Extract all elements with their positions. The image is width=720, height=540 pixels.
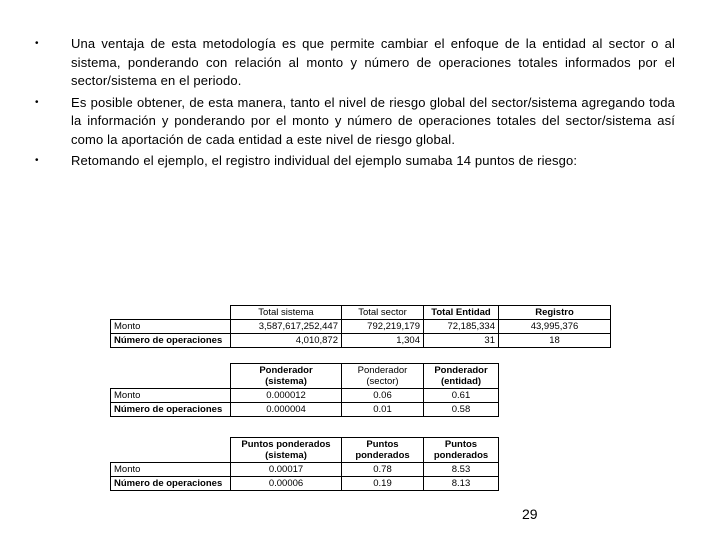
table-cell: 0.00006	[231, 477, 342, 491]
blank-cell	[111, 438, 231, 463]
header-line: (sistema)	[265, 450, 307, 461]
table-header-row	[111, 306, 611, 320]
bullet-dot: •	[35, 155, 39, 166]
bullet-text: Retomando el ejemplo, el registro individual del ejemplo sumaba 14 puntos de riesgo:	[71, 153, 578, 168]
weighted-points-table	[110, 437, 499, 491]
header-line: ponderados	[433, 450, 489, 461]
header-line: (sistema)	[265, 376, 307, 387]
header-line: Puntos	[366, 439, 399, 450]
row-label: Monto	[111, 320, 231, 334]
table-cell: 792,219,179	[342, 320, 424, 334]
header-line: (entidad)	[440, 376, 482, 387]
table-cell: 0.06	[342, 389, 424, 403]
header-line: Puntos	[444, 439, 478, 450]
bullet-list	[35, 35, 675, 171]
bullet-text: Es posible obtener, de esta manera, tanto el nivel de riesgo global del sector/sistema agregando toda la información y ponderando por el monto y número de operaciones totales del sector/sistema así como la aportación de cada entidad a este nivel de riesgo global.	[71, 94, 675, 147]
table-cell: 0.19	[342, 477, 424, 491]
table-header-cell	[342, 364, 424, 389]
table-header-cell	[231, 364, 342, 389]
table-header-cell	[424, 364, 499, 389]
table-cell: 8.13	[424, 477, 499, 491]
table-header-cell: Total sistema	[231, 306, 342, 320]
table-header-row	[111, 364, 499, 389]
table-cell: 31	[424, 334, 499, 348]
bullet-item	[35, 94, 675, 150]
table-cell: 0.58	[424, 403, 499, 417]
header-line: ponderados	[355, 450, 410, 461]
row-label: Monto	[111, 389, 231, 403]
table-row	[111, 389, 499, 403]
header-line: Ponderador	[259, 365, 313, 376]
row-label: Número de operaciones	[111, 334, 231, 348]
row-label: Monto	[111, 463, 231, 477]
table-cell: 0.000012	[231, 389, 342, 403]
table-cell: 0.000004	[231, 403, 342, 417]
header-line: (sector)	[366, 376, 399, 387]
table-cell: 3,587,617,252,447	[231, 320, 342, 334]
header-line: Puntos ponderados	[241, 439, 331, 450]
table-cell: 0.01	[342, 403, 424, 417]
row-label: Número de operaciones	[111, 403, 231, 417]
bullet-dot: •	[35, 38, 39, 49]
table-header-cell	[424, 438, 499, 463]
table-row	[111, 320, 611, 334]
table-cell: 72,185,334	[424, 320, 499, 334]
table-row	[111, 477, 499, 491]
table-header-cell: Total sector	[342, 306, 424, 320]
bullet-dot: •	[35, 96, 39, 108]
table-row	[111, 403, 499, 417]
table-cell: 18	[499, 334, 611, 348]
table-cell: 43,995,376	[499, 320, 611, 334]
table-cell: 8.53	[424, 463, 499, 477]
table-cell: 0.00017	[231, 463, 342, 477]
table-cell: 1,304	[342, 334, 424, 348]
header-line: Ponderador	[434, 365, 488, 376]
table-header-cell	[231, 438, 342, 463]
table-cell: 0.61	[424, 389, 499, 403]
row-label: Número de operaciones	[111, 477, 231, 491]
table-header-cell: Registro	[499, 306, 611, 320]
table-header-row	[111, 438, 499, 463]
table-row	[111, 463, 499, 477]
bullet-item	[35, 35, 675, 91]
header-line: Ponderador	[357, 365, 408, 376]
table-header-cell	[342, 438, 424, 463]
bullet-text: Una ventaja de esta metodología es que permite cambiar el enfoque de la entidad al sector o al sistema, ponderando con relación al monto y número de operaciones totales informados por el sector/sistema en el periodo.	[71, 36, 675, 88]
blank-cell	[111, 364, 231, 389]
bullet-item	[35, 152, 675, 171]
table-cell: 0.78	[342, 463, 424, 477]
blank-cell	[111, 306, 231, 320]
page-number: 29	[522, 506, 538, 522]
table-header-cell: Total Entidad	[424, 306, 499, 320]
totals-table	[110, 305, 611, 348]
table-cell: 4,010,872	[231, 334, 342, 348]
weights-table	[110, 363, 499, 417]
table-row	[111, 334, 611, 348]
